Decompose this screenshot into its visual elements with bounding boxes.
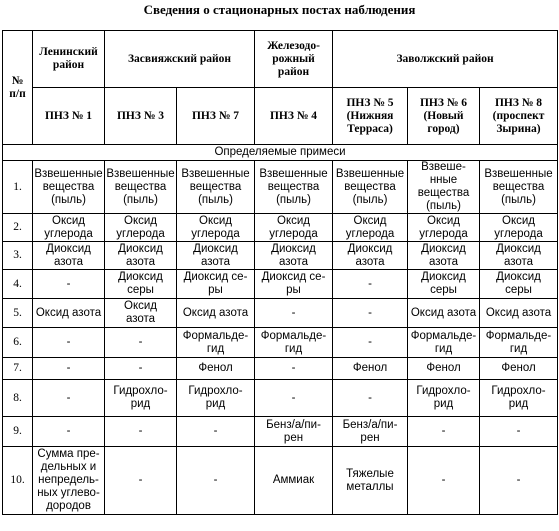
table-row [3, 270, 558, 299]
header-district-leninsky: Ленинский район [33, 31, 105, 88]
table-cell: - [408, 417, 480, 447]
table-cell: - [480, 447, 558, 515]
table-cell: Диоксид азота [105, 242, 177, 270]
table-cell: Гидрохло- рид [480, 380, 558, 417]
table-row [3, 417, 558, 447]
table-cell: Диоксид серы [408, 270, 480, 299]
table-cell: Диоксид азота [33, 242, 105, 270]
table-cell: Диоксид серы [480, 270, 558, 299]
table-cell: Оксид углерода [177, 214, 255, 242]
impurity-rows [3, 161, 558, 515]
table-cell: - [177, 417, 255, 447]
table-cell: Формальде- гид [177, 328, 255, 358]
table-row [3, 299, 558, 328]
header-district-zheleznodorozhny: Железодо- рожный район [255, 31, 333, 88]
table-cell: - [105, 358, 177, 380]
table-cell: Взвешенные вещества (пыль) [333, 161, 408, 214]
table-cell: Фенол [480, 358, 558, 380]
table-cell: Диоксид серы [105, 270, 177, 299]
table-cell: Оксид углерода [105, 214, 177, 242]
table-cell: Оксид азота [480, 299, 558, 328]
table-cell: - [408, 447, 480, 515]
table-cell: Взвешенные вещества (пыль) [480, 161, 558, 214]
table-cell: Гидрохло- рид [177, 380, 255, 417]
section-title: Определяемые примеси [3, 145, 558, 161]
table-cell: Взвешенные вещества (пыль) [105, 161, 177, 214]
table-cell: - [255, 358, 333, 380]
row-number: 5. [3, 299, 33, 328]
row-number: 7. [3, 358, 33, 380]
table-cell: Бенз/а/пи- рен [333, 417, 408, 447]
table-cell: Взвешенные вещества (пыль) [33, 161, 105, 214]
table-cell: Диоксид азота [177, 242, 255, 270]
table-cell: Диоксид се- ры [177, 270, 255, 299]
table-cell: Тяжелые металлы [333, 447, 408, 515]
table-cell: - [333, 299, 408, 328]
table-cell: Оксид азота [177, 299, 255, 328]
row-number: 1. [3, 161, 33, 214]
table-cell: - [333, 270, 408, 299]
table-cell: - [33, 380, 105, 417]
table-cell: Сумма пре- дельных и непредель- ных углево- дородов [33, 447, 105, 515]
table-cell: - [255, 380, 333, 417]
row-number: 10. [3, 447, 33, 515]
header-post-8: ПНЗ № 8 (проспект Зырина) [480, 88, 558, 145]
table-row [3, 328, 558, 358]
table-cell: Гидрохло- рид [408, 380, 480, 417]
table-cell: Оксид углерода [480, 214, 558, 242]
table-cell: Взвешенные вещества (пыль) [177, 161, 255, 214]
header-district-zavolzhsky: Заволжский район [333, 31, 558, 88]
row-number: 8. [3, 380, 33, 417]
table-cell: Оксид азота [33, 299, 105, 328]
table-cell: - [33, 417, 105, 447]
table-row [3, 161, 558, 214]
table-cell: Оксид азота [408, 299, 480, 328]
row-number: 6. [3, 328, 33, 358]
table-row [3, 214, 558, 242]
table-cell: Оксид углерода [255, 214, 333, 242]
table-cell: - [333, 380, 408, 417]
header-post-4: ПНЗ № 4 [255, 88, 333, 145]
table-row [3, 447, 558, 515]
header-post-7: ПНЗ № 7 [177, 88, 255, 145]
observation-posts-table [2, 30, 558, 515]
table-cell: Фенол [177, 358, 255, 380]
table-cell: - [255, 299, 333, 328]
table-cell: Оксид углерода [333, 214, 408, 242]
table-cell: Диоксид азота [333, 242, 408, 270]
header-district-zasviyazhsky: Засвияжский район [105, 31, 255, 88]
table-cell: - [480, 417, 558, 447]
table-cell: - [105, 417, 177, 447]
table-cell: - [105, 328, 177, 358]
table-cell: Оксид углерода [33, 214, 105, 242]
table-cell: - [33, 358, 105, 380]
header-post-3: ПНЗ № 3 [105, 88, 177, 145]
table-cell: Взвеше- нные вещества (пыль) [408, 161, 480, 214]
table-cell: Фенол [408, 358, 480, 380]
table-cell: Диоксид азота [408, 242, 480, 270]
header-post-6: ПНЗ № 6 (Новый город) [408, 88, 480, 145]
table-cell: Оксид углерода [408, 214, 480, 242]
table-cell: Формальде- гид [408, 328, 480, 358]
row-number: 3. [3, 242, 33, 270]
table-cell: Аммиак [255, 447, 333, 515]
table-cell: Диоксид азота [255, 242, 333, 270]
page-title: Сведения о стационарных постах наблюдения [143, 2, 416, 17]
table-row [3, 242, 558, 270]
row-number: 2. [3, 214, 33, 242]
table-cell: Диоксид се- ры [255, 270, 333, 299]
row-number: 9. [3, 417, 33, 447]
header-number: № п/п [3, 31, 33, 145]
table-row [3, 358, 558, 380]
table-cell: Оксид азота [105, 299, 177, 328]
table-cell: Формальде- гид [480, 328, 558, 358]
table-cell: - [105, 447, 177, 515]
row-number: 4. [3, 270, 33, 299]
table-cell: Гидрохло- рид [105, 380, 177, 417]
table-cell: - [177, 447, 255, 515]
header-post-1: ПНЗ № 1 [33, 88, 105, 145]
table-cell: Диоксид азота [480, 242, 558, 270]
table-cell: - [333, 328, 408, 358]
table-cell: Фенол [333, 358, 408, 380]
table-cell: Взвешенные вещества (пыль) [255, 161, 333, 214]
header-post-5: ПНЗ № 5 (Нижняя Терраса) [333, 88, 408, 145]
table-cell: Формальде- гид [255, 328, 333, 358]
table-cell: - [33, 328, 105, 358]
table-cell: Бенз/а/пи- рен [255, 417, 333, 447]
table-cell: - [33, 270, 105, 299]
table-row [3, 380, 558, 417]
